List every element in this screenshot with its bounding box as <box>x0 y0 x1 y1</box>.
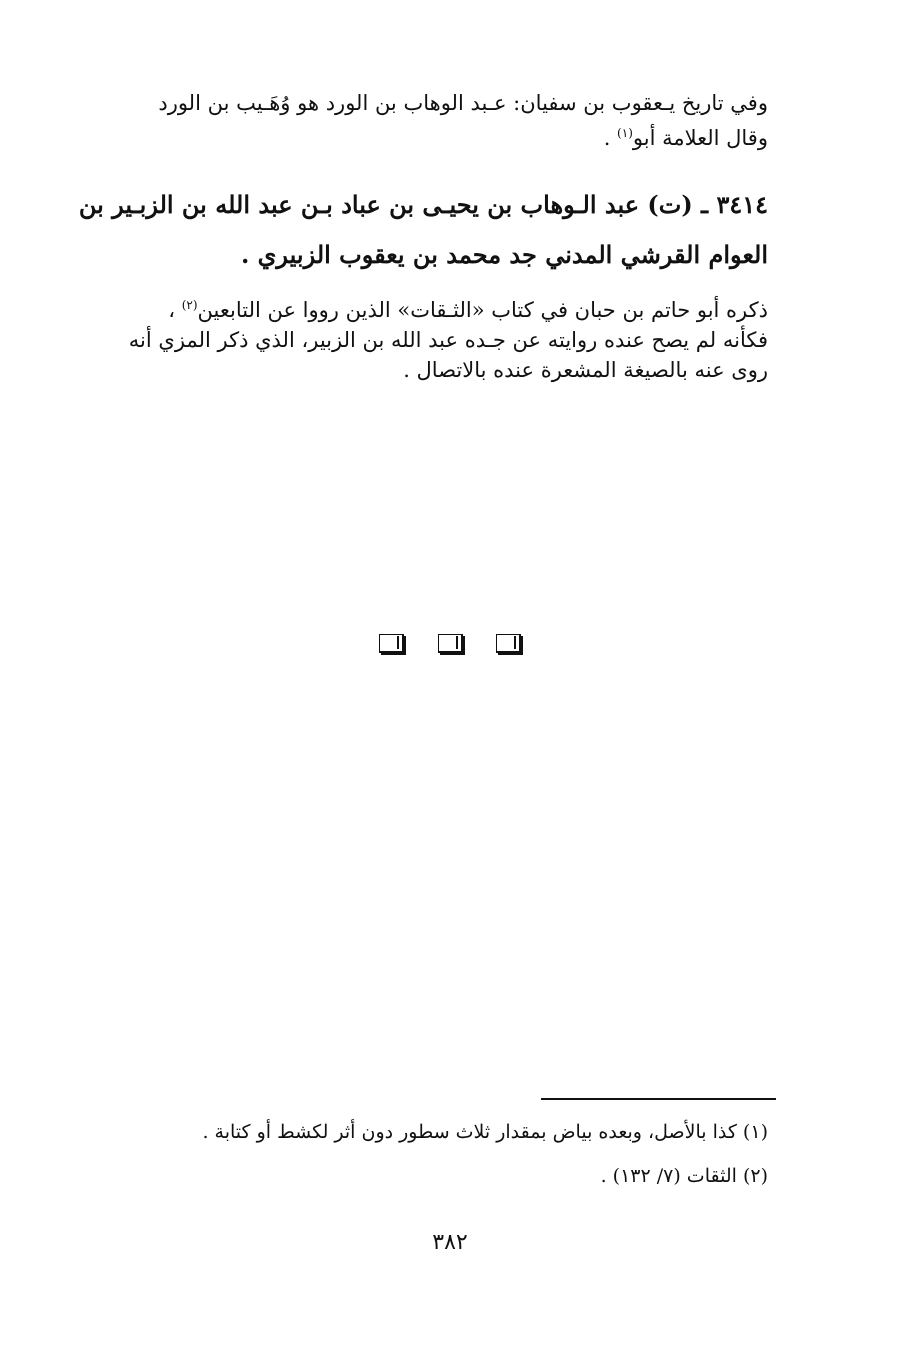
footnote-ref-2[interactable]: (٢) <box>181 298 198 312</box>
page-number: ٣٨٢ <box>432 1230 468 1255</box>
commentary-line-3: روى عنه بالصيغة المشعرة عنده بالاتصال . <box>403 358 768 382</box>
commentary-line-1-end: ، <box>168 298 182 322</box>
entry-line-1: ٣٤١٤ ـ (ت) عبد الـوهاب بن يحيـى بن عباد بـن عبد الله بن الزبـير بن <box>78 190 768 219</box>
separator-box-icon <box>379 634 404 653</box>
intro-line-1: وفي تاريخ يـعقوب بن سفيان: عـبد الوهاب بن الورد هو وُهَـيب بن الورد <box>158 91 768 115</box>
footnote-1: (١) كذا بالأصل، وبعده بياض بمقدار ثلاث سطور دون أثر لكشط أو كتابة . <box>202 1121 768 1143</box>
section-separator <box>0 634 900 657</box>
footnote-ref-1[interactable]: (١) <box>617 126 633 140</box>
footnote-2: (٢) الثقات (٧/ ١٣٢) . <box>600 1165 768 1187</box>
intro-line-2-end: . <box>603 126 618 150</box>
intro-line-2-text: وقال العلامة أبو <box>632 126 768 150</box>
separator-box-icon <box>438 634 463 653</box>
commentary-line-1 <box>78 290 768 325</box>
intro-paragraph <box>78 88 768 153</box>
entry-line-2: العوام القرشي المدني جد محمد بن يعقوب الزبيري . <box>240 240 768 269</box>
footnotes <box>78 1110 768 1198</box>
commentary-paragraph <box>78 290 768 385</box>
commentary-line-1-text: ذكره أبو حاتم بن حبان في كتاب «الثـقات» الذين رووا عن التابعين <box>197 298 768 322</box>
footnote-divider <box>541 1098 776 1100</box>
commentary-line-2: فكأنه لم يصح عنده روايته عن جـده عبد الله بن الزبير، الذي ذكر المزي أنه <box>128 328 768 352</box>
entry-heading <box>78 180 768 280</box>
separator-box-icon <box>496 634 521 653</box>
intro-line-2 <box>78 118 768 153</box>
